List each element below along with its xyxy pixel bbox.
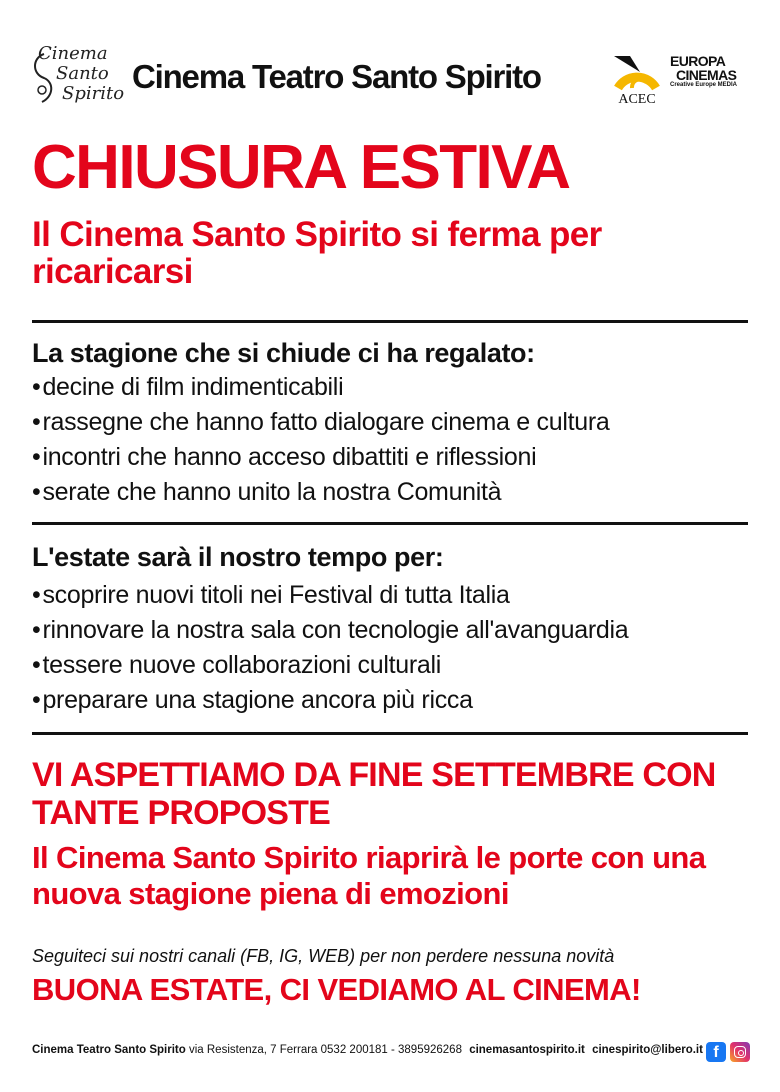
list-item: • decine di film indimenticabili bbox=[32, 370, 609, 405]
subtitle: Il Cinema Santo Spirito si ferma per ricaricarsi bbox=[32, 215, 602, 291]
list-item: • rassegne che hanno fatto dialogare cinema e cultura bbox=[32, 405, 609, 440]
cta-title: VI ASPETTIAMO DA FINE SETTEMBRE CON TANTE PROPOSTE bbox=[32, 756, 716, 832]
acec-logo bbox=[610, 52, 664, 106]
cta-subtitle: Il Cinema Santo Spirito riaprirà le porte con una nuova stagione piena di emozioni bbox=[32, 840, 706, 911]
europa-cinemas-logo bbox=[670, 54, 754, 104]
list-item: • tessere nuove collaborazioni culturali bbox=[32, 648, 628, 683]
list-item: • preparare una stagione ancora più ricca bbox=[32, 683, 628, 718]
facebook-icon[interactable]: f bbox=[706, 1042, 726, 1062]
main-title: CHIUSURA ESTIVA bbox=[32, 133, 570, 202]
divider-3 bbox=[32, 732, 748, 735]
footer-name: Cinema Teatro Santo Spirito bbox=[32, 1044, 186, 1056]
header bbox=[30, 44, 752, 112]
footer-email[interactable]: cinespirito@libero.it bbox=[592, 1044, 703, 1056]
list-item: • rinnovare la nostra sala con tecnologie all'avanguardia bbox=[32, 613, 628, 648]
brand-title: Cinema Teatro Santo Spirito bbox=[132, 58, 541, 95]
film-reel-icon bbox=[30, 44, 70, 112]
acec-sun-icon bbox=[610, 52, 664, 92]
footer-address: via Resistenza, 7 Ferrara 0532 200181 - 3895926268 bbox=[188, 1044, 462, 1056]
logo-line-1: Cinema bbox=[38, 43, 108, 64]
instagram-icon[interactable] bbox=[730, 1042, 750, 1062]
goodbye-text: BUONA ESTATE, CI VEDIAMO AL CINEMA! bbox=[32, 972, 641, 1007]
list-item: • incontri che hanno acceso dibattiti e riflessioni bbox=[32, 440, 609, 475]
summer-list bbox=[32, 578, 628, 718]
divider-2 bbox=[32, 522, 748, 525]
logo-line-2: Santo bbox=[56, 63, 109, 84]
europa-line-2: CINEMAS bbox=[676, 67, 737, 83]
follow-text: Seguiteci sui nostri canali (FB, IG, WEB) per non perdere nessuna novità bbox=[32, 946, 615, 966]
summer-heading: L'estate sarà il nostro tempo per: bbox=[32, 542, 444, 572]
europa-line-1: EUROPA bbox=[670, 53, 726, 69]
europa-tagline: Creative Europe MEDIA bbox=[670, 82, 738, 88]
list-item: • scoprire nuovi titoli nei Festival di tutta Italia bbox=[32, 578, 628, 613]
cinema-logo bbox=[30, 44, 128, 112]
season-list bbox=[32, 370, 609, 510]
list-item: • serate che hanno unito la nostra Comunità bbox=[32, 475, 609, 510]
divider-1 bbox=[32, 320, 748, 323]
footer-website[interactable]: cinemasantospirito.it bbox=[469, 1044, 585, 1056]
logo-line-3: Spirito bbox=[62, 83, 125, 104]
acec-label: ACEC bbox=[618, 92, 656, 107]
footer bbox=[32, 1044, 752, 1066]
season-heading: La stagione che si chiude ci ha regalato: bbox=[32, 338, 535, 368]
